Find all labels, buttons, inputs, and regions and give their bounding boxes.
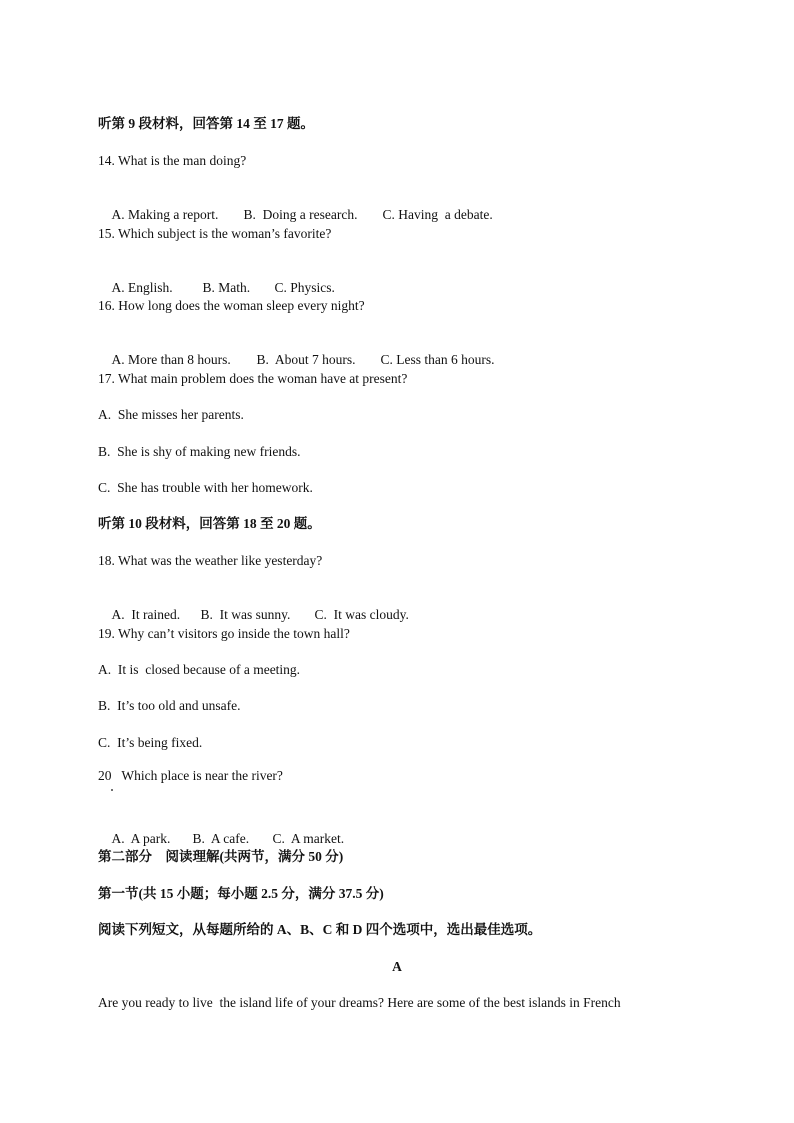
part-2-heading: 第二部分 阅读理解(共两节，满分 50 分)	[98, 849, 344, 864]
question-16-stem: 16. How long does the woman sleep every night?	[98, 298, 365, 313]
option-c: C. Physics.	[274, 280, 335, 295]
option-b: B. Math.	[202, 280, 251, 295]
question-17-option-b: B. She is shy of making new friends.	[98, 444, 301, 459]
option-a: A. More than 8 hours.	[111, 352, 231, 367]
option-c: C. Less than 6 hours.	[380, 352, 495, 367]
option-b: B. About 7 hours.	[256, 352, 356, 367]
reading-instructions: 阅读下列短文，从每题所给的 A、B、C 和 D 四个选项中，选出最佳选项。	[98, 922, 542, 937]
section-10-heading: 听第 10 段材料，回答第 18 至 20 题。	[98, 516, 321, 531]
question-18-stem: 18. What was the weather like yesterday?	[98, 553, 323, 568]
option-b: B. A cafe.	[192, 831, 250, 846]
question-14-stem: 14. What is the man doing?	[98, 153, 247, 168]
option-a: A. It rained.	[111, 607, 181, 622]
section-1-heading: 第一节(共 15 小题；每小题 2.5 分，满分 37.5 分)	[98, 886, 384, 901]
question-19-option-b: B. It’s too old and unsafe.	[98, 698, 241, 713]
section-9-heading: 听第 9 段材料，回答第 14 至 17 题。	[98, 116, 314, 131]
question-19-stem: 19. Why can’t visitors go inside the town hall?	[98, 626, 350, 641]
question-19-option-a: A. It is closed because of a meeting.	[98, 662, 301, 677]
question-17-option-a: A. She misses her parents.	[98, 407, 244, 422]
question-17-stem: 17. What main problem does the woman have at present?	[98, 371, 408, 386]
passage-a-first-line: Are you ready to live the island life of your dreams? Here are some of the best islands in French	[98, 995, 621, 1010]
option-c: C. A market.	[272, 831, 345, 846]
question-15-stem: 15. Which subject is the woman’s favorite?	[98, 226, 332, 241]
passage-label: A	[392, 959, 402, 974]
option-a: A. English.	[111, 280, 173, 295]
question-17-option-c: C. She has trouble with her homework.	[98, 480, 313, 495]
option-b: B. It was sunny.	[200, 607, 291, 622]
stray-dot	[111, 789, 113, 791]
question-20-stem: 20 Which place is near the river?	[98, 768, 283, 783]
option-a: A. Making a report.	[111, 207, 219, 222]
option-b: B. Doing a research.	[243, 207, 358, 222]
option-c: C. Having a debate.	[382, 207, 493, 222]
option-c: C. It was cloudy.	[314, 607, 409, 622]
option-a: A. A park.	[111, 831, 171, 846]
question-19-option-c: C. It’s being fixed.	[98, 735, 203, 750]
